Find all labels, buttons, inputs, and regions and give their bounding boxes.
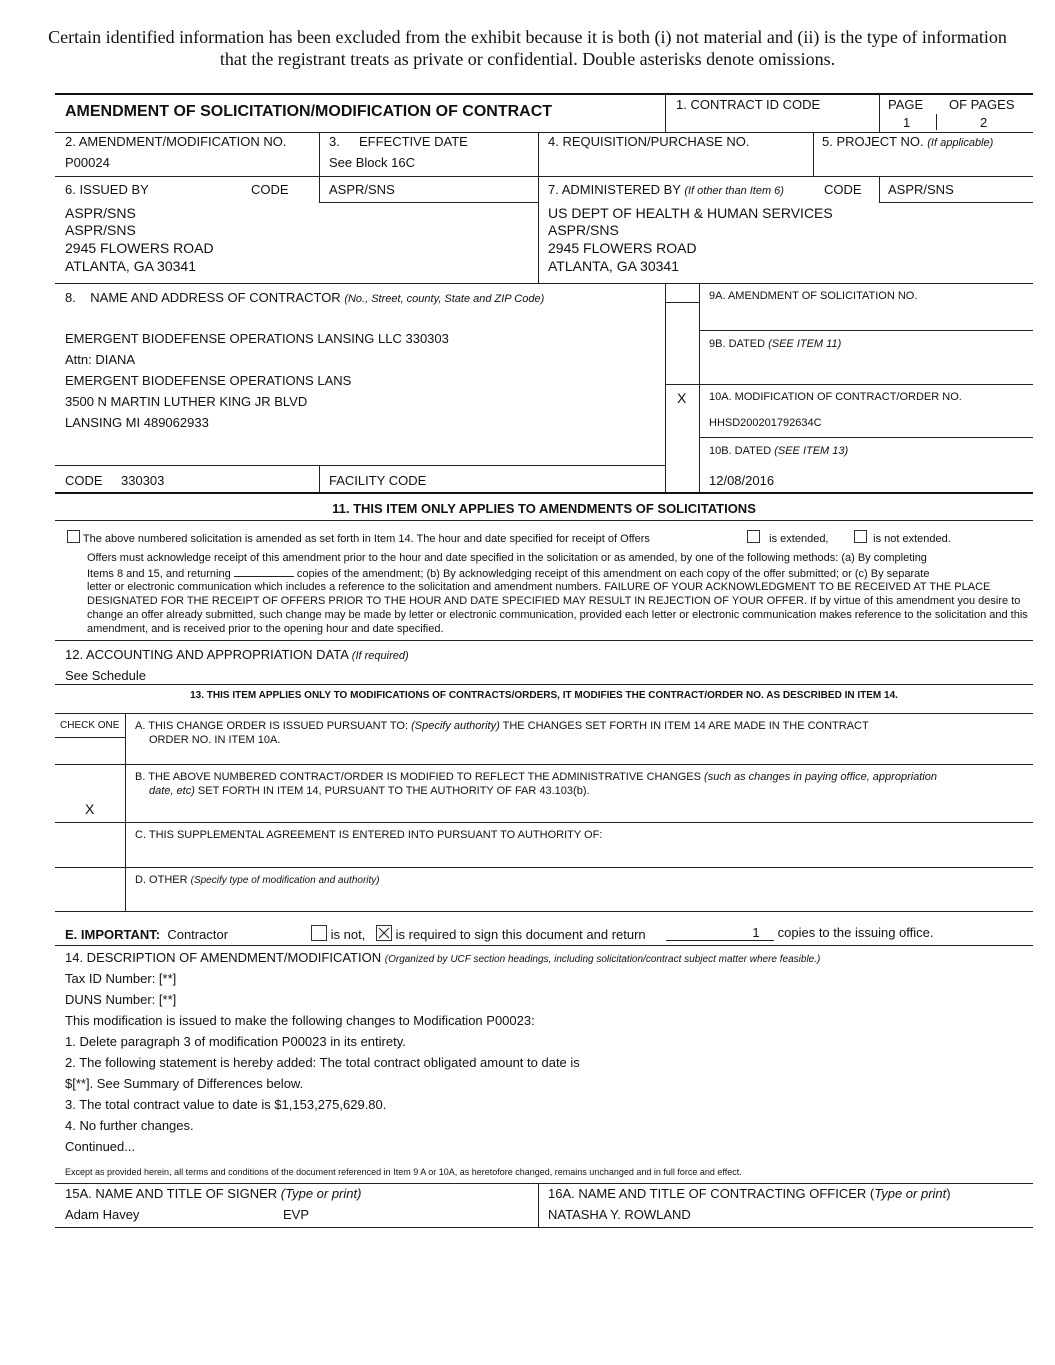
signer-label: 15A. NAME AND TITLE OF SIGNER (Type or print) bbox=[65, 1186, 362, 1201]
page-total: 2 bbox=[980, 115, 988, 130]
amendment-no-label: 2. AMENDMENT/MODIFICATION NO. bbox=[65, 134, 287, 149]
amendment-no-value: P00024 bbox=[65, 155, 110, 170]
item-14-line: This modification is issued to make the following changes to Modification P00023: bbox=[65, 1013, 535, 1028]
contract-id-label: 1. CONTRACT ID CODE bbox=[676, 97, 821, 112]
issued-address-line: ASPR/SNS bbox=[65, 222, 136, 238]
not-extended-option: is not extended. bbox=[854, 530, 951, 546]
item-14-line: DUNS Number: [**] bbox=[65, 992, 177, 1007]
is-required-option: is required to sign this document and return bbox=[376, 925, 646, 942]
form-title: AMENDMENT OF SOLICITATION/MODIFICATION OF CONTRACT bbox=[65, 103, 553, 120]
copies-return-value[interactable]: 1 bbox=[666, 925, 774, 941]
item-13-heading: 13. THIS ITEM APPLIES ONLY TO MODIFICATIONS OF CONTRACTS/ORDERS, IT MODIFIES THE CONTRACT/ORDER NO. AS DESCRIBED IN ITEM 14. bbox=[190, 690, 898, 701]
item-11-heading: 11. THIS ITEM ONLY APPLIES TO AMENDMENTS OF SOLICITATIONS bbox=[332, 501, 756, 516]
item-13b-line2: date, etc) SET FORTH IN ITEM 14, PURSUANT TO THE AUTHORITY OF FAR 43.103(b). bbox=[149, 785, 590, 797]
item-14-line: 4. No further changes. bbox=[65, 1118, 194, 1133]
contractor-label: 8. NAME AND ADDRESS OF CONTRACTOR (No., Street, county, State and ZIP Code) bbox=[65, 290, 545, 305]
is-not-option: is not, bbox=[311, 925, 365, 942]
contracting-officer-label: 16A. NAME AND TITLE OF CONTRACTING OFFICER (Type or print) bbox=[548, 1186, 951, 1201]
effective-date-label: EFFECTIVE DATE bbox=[359, 134, 468, 149]
item-13c-text: C. THIS SUPPLEMENTAL AGREEMENT IS ENTERED INTO PURSUANT TO AUTHORITY OF: bbox=[135, 829, 603, 841]
page-number: 1 bbox=[903, 115, 911, 130]
admin-address-line: ATLANTA, GA 30341 bbox=[548, 258, 679, 274]
item-10a-label: 10A. MODIFICATION OF CONTRACT/ORDER NO. bbox=[709, 391, 962, 403]
copies-field: 1 copies to the issuing office. bbox=[666, 925, 933, 941]
not-extended-checkbox[interactable] bbox=[854, 530, 867, 543]
item-9a-label: 9A. AMENDMENT OF SOLICITATION NO. bbox=[709, 290, 918, 302]
check-x-icon bbox=[377, 926, 391, 940]
item-14-footnote: Except as provided herein, all terms and conditions of the document referenced in Item 9 A or 10A, as heretofore changed, remains unchanged and in full force and effect. bbox=[65, 1167, 742, 1177]
contractor-line: Attn: DIANA bbox=[65, 352, 136, 367]
item-10a-value: HHSD200201792634C bbox=[709, 417, 822, 429]
item-13a-text: A. THIS CHANGE ORDER IS ISSUED PURSUANT TO: (Specify authority) THE CHANGES SET FORTH IN ITEM 14 ARE MADE IN THE CONTRACT bbox=[135, 720, 869, 732]
contractor-line: LANSING MI 489062933 bbox=[65, 415, 209, 430]
item-14-line: Tax ID Number: [**] bbox=[65, 971, 177, 986]
item-13d-text: D. OTHER (Specify type of modification and authority) bbox=[135, 874, 380, 886]
issued-code-label: CODE bbox=[251, 182, 289, 197]
item-11-line1: The above numbered solicitation is amended as set forth in Item 14. The hour and date specified for receipt of Offers bbox=[67, 530, 650, 546]
check-one-label: CHECK ONE bbox=[60, 720, 120, 731]
contractor-line: EMERGENT BIODEFENSE OPERATIONS LANS bbox=[65, 373, 352, 388]
important-row: E. IMPORTANT: Contractor bbox=[65, 927, 229, 942]
copies-blank[interactable] bbox=[234, 566, 294, 577]
admin-address-line: US DEPT OF HEALTH & HUMAN SERVICES bbox=[548, 205, 833, 221]
item-13b-check: X bbox=[85, 801, 95, 817]
item-11-para-c: letter or electronic communication which includes a reference to the solicitation and amendment numbers. FAILURE OF YOUR ACKNOWLEDGMENT TO BE RECEIVED AT THE PLACE DESIGNATED FOR THE RECEIPT OF OFFERS PRIOR TO THE HOUR AND DATE SPECIFIED MAY RESULT IN REJECTION OF YOUR OFFER. If by virtue of this amendment you desire to change an offer already submitted, such change may be made by letter or electronic communication, provided each letter or electronic communication makes reference to the solicitation and this amendment, and is received prior to the opening hour and date specified. bbox=[87, 581, 1028, 635]
item-14-label: 14. DESCRIPTION OF AMENDMENT/MODIFICATION (Organized by UCF section headings, including solicitation/contract subject matter where feasible.) bbox=[65, 950, 821, 965]
effective-date-num: 3. bbox=[329, 134, 340, 149]
is-required-checkbox[interactable] bbox=[376, 925, 392, 941]
item-13a-line2: ORDER NO. IN ITEM 10A. bbox=[149, 734, 281, 746]
contractor-code-value: 330303 bbox=[121, 473, 165, 488]
administered-label: 7. ADMINISTERED BY (If other than Item 6) bbox=[548, 182, 784, 197]
project-label: 5. PROJECT NO. (If applicable) bbox=[822, 134, 994, 149]
item-12-value: See Schedule bbox=[65, 668, 146, 683]
of-pages-label: OF PAGES bbox=[949, 97, 1015, 112]
issued-address-line: ATLANTA, GA 30341 bbox=[65, 258, 196, 274]
item-9b-label: 9B. DATED (SEE ITEM 11) bbox=[709, 338, 842, 350]
item-10b-label: 10B. DATED (SEE ITEM 13) bbox=[709, 445, 849, 457]
is-not-checkbox[interactable] bbox=[311, 925, 327, 941]
extended-checkbox[interactable] bbox=[747, 530, 760, 543]
form-top-border bbox=[55, 93, 1033, 95]
item-10a-check: X bbox=[677, 390, 687, 406]
contractor-line: EMERGENT BIODEFENSE OPERATIONS LANSING LLC 330303 bbox=[65, 331, 449, 346]
item-13b-text: B. THE ABOVE NUMBERED CONTRACT/ORDER IS MODIFIED TO REFLECT THE ADMINISTRATIVE CHANGES (such as changes in paying office, appropriation bbox=[135, 771, 938, 783]
contracting-officer-name: NATASHA Y. ROWLAND bbox=[548, 1207, 691, 1222]
issued-by-label: 6. ISSUED BY bbox=[65, 182, 149, 197]
contractor-code-label: CODE bbox=[65, 473, 103, 488]
item-14-line: $[**]. See Summary of Differences below. bbox=[65, 1076, 304, 1091]
item-12-label: 12. ACCOUNTING AND APPROPRIATION DATA (If required) bbox=[65, 647, 409, 662]
item-11-para-b: Items 8 and 15, and returning copies of the amendment; (b) By acknowledging receipt of this amendment on each copy of the offer submitted; or (c) By separate bbox=[87, 568, 930, 580]
issued-address-line: 2945 FLOWERS ROAD bbox=[65, 240, 214, 256]
item-14-line: 1. Delete paragraph 3 of modification P00023 in its entirety. bbox=[65, 1034, 406, 1049]
effective-date-value: See Block 16C bbox=[329, 155, 415, 170]
contractor-line: 3500 N MARTIN LUTHER KING JR BLVD bbox=[65, 394, 308, 409]
issued-code-value: ASPR/SNS bbox=[329, 182, 395, 197]
signer-name: Adam Havey bbox=[65, 1207, 140, 1222]
item-14-line: 3. The total contract value to date is $1,153,275,629.80. bbox=[65, 1097, 387, 1112]
item-14-line: Continued... bbox=[65, 1139, 136, 1154]
admin-address-line: 2945 FLOWERS ROAD bbox=[548, 240, 697, 256]
admin-code-label: CODE bbox=[824, 182, 862, 197]
signer-title: EVP bbox=[283, 1207, 310, 1222]
solicitation-amended-checkbox[interactable] bbox=[67, 530, 80, 543]
admin-address-line: ASPR/SNS bbox=[548, 222, 619, 238]
item-10b-value: 12/08/2016 bbox=[709, 473, 775, 488]
issued-address-line: ASPR/SNS bbox=[65, 205, 136, 221]
page-label: PAGE bbox=[888, 97, 924, 112]
requisition-label: 4. REQUISITION/PURCHASE NO. bbox=[548, 134, 750, 149]
disclaimer: Certain identified information has been excluded from the exhibit because it is both (i) not material and (ii) is the type of information that the registrant treats as private or confidential. Double asterisks denote omissions. bbox=[48, 27, 1007, 69]
extended-option: is extended, bbox=[747, 530, 829, 546]
item-11-para-a: Offers must acknowledge receipt of this amendment prior to the hour and date specified in the solicitation or as amended, by one of the following methods: (a) By completing bbox=[87, 552, 927, 564]
admin-code-value: ASPR/SNS bbox=[888, 182, 954, 197]
facility-code-label: FACILITY CODE bbox=[329, 473, 427, 488]
item-14-line: 2. The following statement is hereby added: The total contract obligated amount to date is bbox=[65, 1055, 580, 1070]
